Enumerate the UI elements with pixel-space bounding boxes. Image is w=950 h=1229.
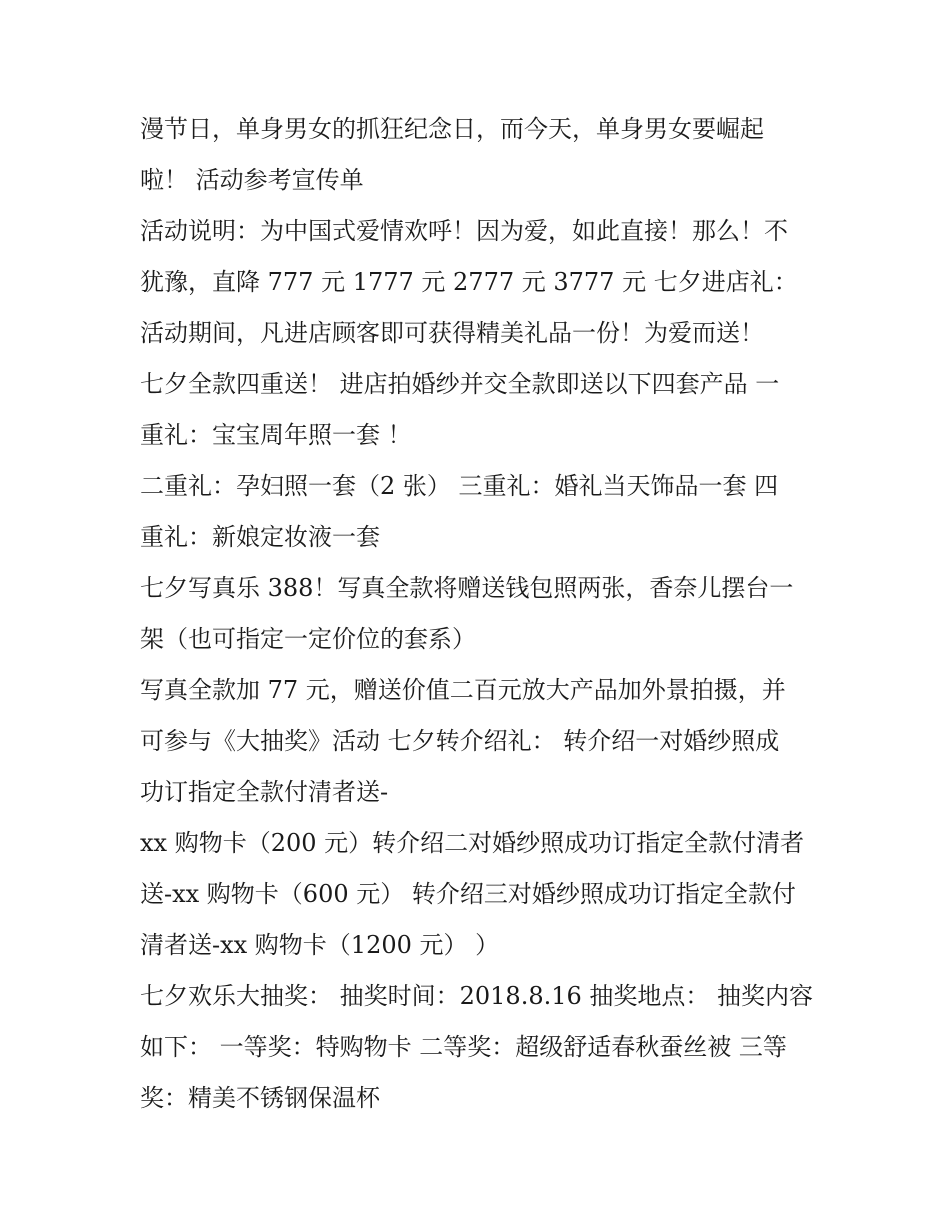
text-line: 二重礼：孕妇照一套（2 张） 三重礼：婚礼当天饰品一套 四 — [140, 472, 779, 500]
text-line: 奖：精美不锈钢保温杯 — [140, 1084, 380, 1112]
text-line: 活动期间，凡进店顾客即可获得精美礼品一份！为爱而送！ — [140, 319, 764, 347]
text-line: 七夕全款四重送！ 进店拍婚纱并交全款即送以下四套产品 一 — [140, 370, 780, 398]
text-line: 重礼：新娘定妆液一套 — [140, 523, 380, 551]
text-line: 清者送-xx 购物卡（1200 元） ） — [140, 931, 500, 959]
text-line: 犹豫，直降 777 元 1777 元 2777 元 3777 元 七夕进店礼： — [140, 268, 798, 296]
text-line: 重礼：宝宝周年照一套 ！ — [140, 421, 412, 449]
text-line: 啦！ 活动参考宣传单 — [140, 166, 364, 194]
text-line: 如下： 一等奖：特购物卡 二等奖：超级舒适春秋蚕丝被 三等 — [140, 1033, 787, 1061]
text-line: 活动说明：为中国式爱情欢呼！因为爱，如此直接！那么！不 — [140, 217, 788, 245]
text-line: 架（也可指定一定价位的套系） — [140, 625, 476, 653]
text-line: 漫节日，单身男女的抓狂纪念日，而今天，单身男女要崛起 — [140, 115, 764, 143]
text-line: 送-xx 购物卡（600 元） 转介绍三对婚纱照成功订指定全款付 — [140, 880, 796, 908]
text-line: 写真全款加 77 元，赠送价值二百元放大产品加外景拍摄，并 — [140, 676, 786, 704]
text-line: 七夕写真乐 388！写真全款将赠送钱包照两张，香奈儿摆台一 — [140, 574, 794, 602]
document-body — [140, 104, 820, 1124]
text-line: 可参与《大抽奖》活动 七夕转介绍礼： 转介绍一对婚纱照成 — [140, 727, 780, 755]
text-line: xx 购物卡（200 元）转介绍二对婚纱照成功订指定全款付清者 — [140, 829, 805, 857]
text-line: 七夕欢乐大抽奖： 抽奖时间：2018.8.16 抽奖地点： 抽奖内容 — [140, 982, 814, 1010]
text-line: 功订指定全款付清者送- — [140, 778, 389, 806]
